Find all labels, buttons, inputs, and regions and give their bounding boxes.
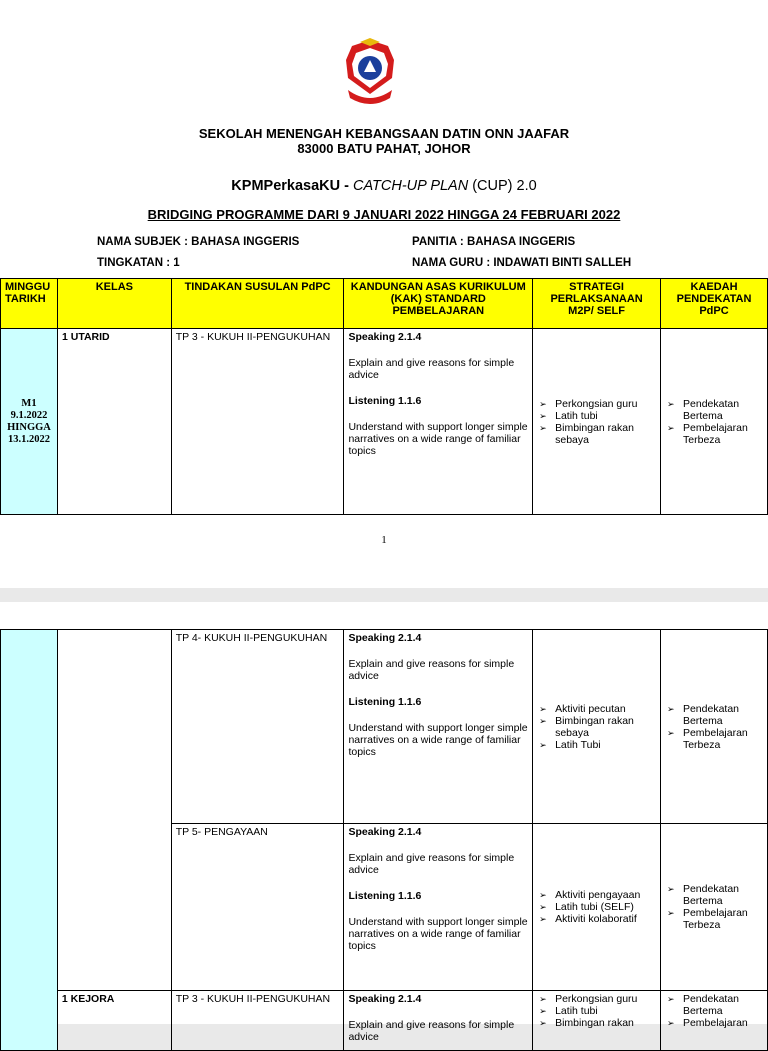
- school-name-header: [0, 126, 768, 156]
- strategy-item: ➢ Aktiviti kolaboratif: [537, 913, 656, 925]
- header-minggu: MINGGU TARIKH: [1, 279, 58, 329]
- plan-table-page-1: [0, 278, 768, 515]
- follow-up-cell: TP 4- KUKUH II-PENGUKUHAN: [171, 630, 344, 824]
- strategy-item: ➢ Perkongsian guru: [537, 993, 656, 1005]
- plan-italic: CATCH-UP PLAN: [352, 178, 469, 194]
- strategy-item: ➢ Latih tubi (SELF): [537, 901, 656, 913]
- bridging-title: BRIDGING PROGRAMME DARI 9 JANUARI 2022 HINGGA 24 FEBRUARI 2022: [147, 207, 621, 222]
- listening-desc: Understand with support longer simple narratives on a wide range of familiar topics: [348, 722, 528, 758]
- class-cell: [57, 630, 171, 991]
- speaking-title: Speaking 2.1.4: [348, 331, 422, 343]
- strategy-item: ➢ Latih tubi: [537, 1005, 656, 1017]
- week-cell: M1 9.1.2022 HINGGA 13.1.2022: [1, 329, 58, 515]
- listening-desc: Understand with support longer simple narratives on a wide range of familiar topics: [348, 916, 528, 952]
- approach-item: ➢ Pendekatan Bertema: [665, 398, 763, 422]
- page-number: 1: [381, 534, 387, 546]
- speaking-title: Speaking 2.1.4: [348, 826, 422, 838]
- approach-cell: [660, 630, 767, 824]
- approach-item: ➢ Pendekatan Bertema: [665, 993, 763, 1017]
- approach-item: ➢ Pembelajaran Terbeza: [665, 422, 763, 446]
- plan-title: [0, 178, 768, 194]
- form-level: TINGKATAN : 1: [97, 257, 180, 269]
- plan-suffix: (CUP) 2.0: [468, 178, 537, 194]
- school-name: SEKOLAH MENENGAH KEBANGSAAN DATIN ONN JAAFAR: [198, 126, 570, 141]
- follow-up-cell: TP 5- PENGAYAAN: [171, 824, 344, 991]
- school-crest-logo: [342, 38, 398, 106]
- strategy-item: ➢ Bimbingan rakan: [537, 1017, 656, 1029]
- strategy-cell: [533, 630, 661, 824]
- follow-up-cell: TP 3 - KUKUH II-PENGUKUHAN: [171, 329, 344, 515]
- speaking-desc: Explain and give reasons for simple advice: [348, 658, 515, 682]
- header-kelas: KELAS: [57, 279, 171, 329]
- listening-title: Listening 1.1.6: [348, 696, 422, 708]
- approach-item: ➢ Pendekatan Bertema: [665, 703, 763, 727]
- strategy-item: ➢ Bimbingan rakan sebaya: [537, 422, 656, 446]
- panel-name: PANITIA : BAHASA INGGERIS: [412, 236, 576, 248]
- class-cell: 1 UTARID: [57, 329, 171, 515]
- strategy-item: ➢ Latih Tubi: [537, 739, 656, 751]
- follow-up-cell: TP 3 - KUKUH II-PENGUKUHAN: [171, 991, 344, 1051]
- class-cell: 1 KEJORA: [57, 991, 171, 1051]
- approach-cell: [660, 991, 767, 1051]
- strategy-cell: [533, 824, 661, 991]
- table-header-row: [1, 279, 768, 329]
- header-strategi: STRATEGI PERLAKSANAAN M2P/ SELF: [533, 279, 661, 329]
- strategy-item: ➢ Bimbingan rakan sebaya: [537, 715, 656, 739]
- strategy-item: ➢ Aktiviti pengayaan: [537, 889, 656, 901]
- strategy-cell: [533, 991, 661, 1051]
- table-row: [1, 630, 768, 824]
- listening-desc: Understand with support longer simple narratives on a wide range of familiar topics: [348, 421, 528, 457]
- approach-item: ➢ Pembelajaran: [665, 1017, 763, 1029]
- subject-name: NAMA SUBJEK : BAHASA INGGERIS: [97, 236, 300, 248]
- speaking-title: Speaking 2.1.4: [348, 632, 422, 644]
- header-tindakan: TINDAKAN SUSULAN PdPC: [171, 279, 344, 329]
- listening-title: Listening 1.1.6: [348, 890, 422, 902]
- table-row: [1, 991, 768, 1051]
- header-kandungan: KANDUNGAN ASAS KURIKULUM (KAK) STANDARD PEMBELAJARAN: [344, 279, 533, 329]
- header-kaedah: KAEDAH PENDEKATAN PdPC: [661, 279, 768, 329]
- teacher-name: NAMA GURU : INDAWATI BINTI SALLEH: [412, 257, 632, 269]
- content-cell: [344, 991, 533, 1051]
- plan-prefix: KPMPerkasaKU -: [231, 178, 353, 194]
- approach-item: ➢ Pembelajaran Terbeza: [665, 727, 763, 751]
- strategy-cell: [533, 329, 661, 515]
- table-row: [1, 329, 768, 515]
- content-cell: [344, 824, 533, 991]
- approach-item: ➢ Pendekatan Bertema: [665, 883, 763, 907]
- strategy-item: ➢ Perkongsian guru: [537, 398, 656, 410]
- speaking-desc: Explain and give reasons for simple advice: [348, 357, 515, 381]
- speaking-title: Speaking 2.1.4: [348, 993, 422, 1005]
- speaking-desc: Explain and give reasons for simple advice: [348, 852, 515, 876]
- school-address: 83000 BATU PAHAT, JOHOR: [297, 141, 471, 156]
- content-cell: [344, 329, 533, 515]
- approach-cell: [660, 824, 767, 991]
- listening-title: Listening 1.1.6: [348, 395, 422, 407]
- content-cell: [344, 630, 533, 824]
- approach-item: ➢ Pembelajaran Terbeza: [665, 907, 763, 931]
- strategy-item: ➢ Latih tubi: [537, 410, 656, 422]
- plan-table-page-2: [0, 629, 768, 1051]
- document-page-2: [0, 602, 768, 1043]
- strategy-item: ➢ Aktiviti pecutan: [537, 703, 656, 715]
- speaking-desc: Explain and give reasons for simple advice: [348, 1019, 515, 1043]
- approach-cell: [661, 329, 768, 515]
- week-cell: [1, 630, 58, 1051]
